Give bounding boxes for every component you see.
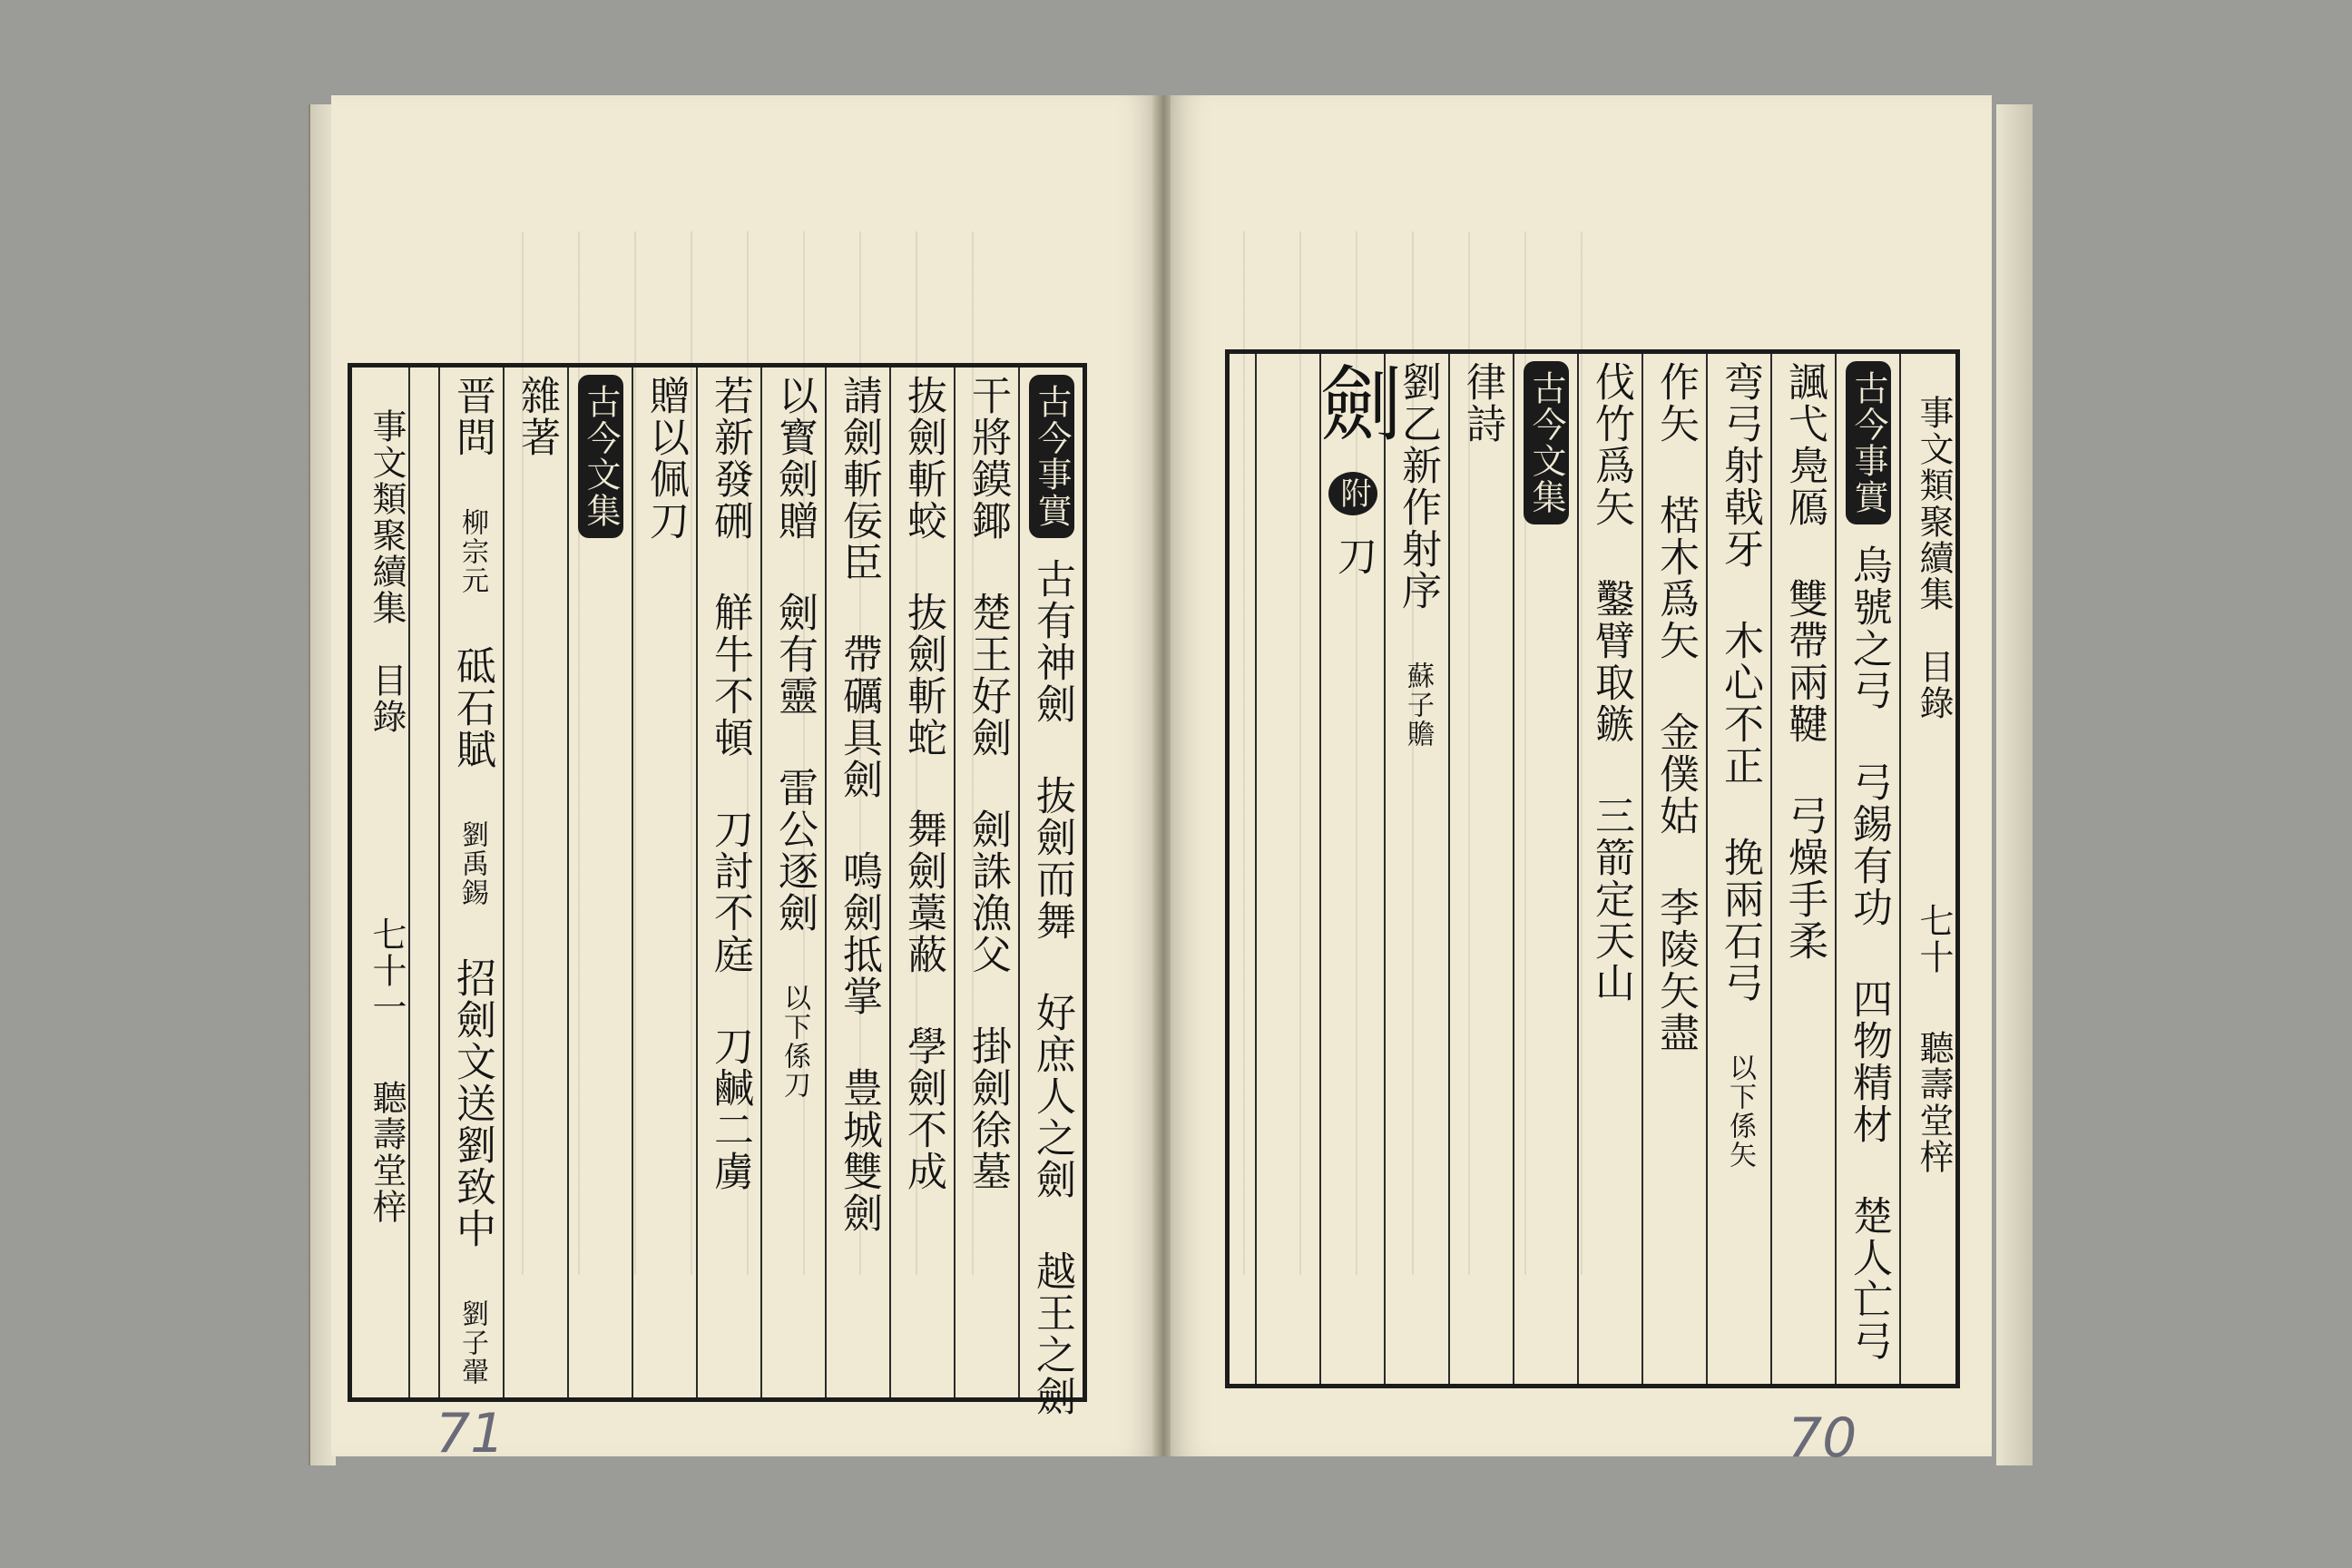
- text-column: [637, 375, 692, 1387]
- page-edge-right: [1996, 104, 2033, 1465]
- column-rule: [1255, 354, 1257, 1384]
- entry-title: 楛木爲矢: [1652, 495, 1699, 662]
- entry-title: 抜劍而舞: [1029, 775, 1075, 942]
- section-badge: 古今事實: [1029, 375, 1074, 538]
- entry-title: 砥石賦: [449, 645, 495, 770]
- column-rule: [567, 368, 569, 1397]
- text-column: [1024, 375, 1079, 1417]
- author-annotation: 劉禹錫: [456, 820, 488, 907]
- entry-title: 烏號之弓: [1846, 544, 1892, 711]
- entry-title: 弓燥手柔: [1781, 795, 1828, 962]
- entry-title: 抜劍斬蛟: [900, 375, 946, 542]
- column-rule: [889, 368, 891, 1397]
- entry-title: 三箭定天山: [1588, 795, 1634, 1004]
- author-annotation: 劉子翬: [456, 1299, 488, 1387]
- column-rule: [1706, 354, 1708, 1384]
- entry-title: 招劍文送劉致中: [449, 957, 495, 1250]
- spine-text: [359, 408, 414, 1384]
- text-column: [1583, 361, 1638, 1373]
- large-heading: 劍: [1306, 361, 1401, 445]
- spine-publisher: 聽壽堂梓: [1914, 1030, 1954, 1175]
- left-text-frame: [348, 363, 1087, 1417]
- entry-title: 劉乙新作射序: [1395, 361, 1441, 612]
- column-rule: [1770, 354, 1772, 1384]
- text-column: [959, 375, 1014, 1387]
- column-rule: [503, 368, 505, 1397]
- column-rule: [696, 368, 698, 1397]
- entry-title: 刀鹹二虜: [707, 1025, 753, 1192]
- text-column: [444, 375, 499, 1387]
- section-badge: 古今事實: [1846, 361, 1891, 524]
- spine-title: 事文類聚續集: [1914, 395, 1954, 612]
- entry-title: 帶礪具劍: [836, 633, 882, 800]
- spine-text: [1906, 395, 1961, 1370]
- spine-page-no: 七十一: [367, 916, 407, 1025]
- entry-title: 木心不正: [1717, 620, 1763, 787]
- text-column: [1389, 361, 1445, 1373]
- spine-column: [1899, 358, 1955, 1375]
- spine-title: 事文類聚續集: [367, 408, 407, 626]
- entry-title: 贈以佩刀: [642, 375, 689, 542]
- entry-title: 弯弓射戟牙: [1717, 361, 1763, 570]
- entry-title: 劍誅漁父: [965, 808, 1011, 975]
- entry-title: 劍有靈: [771, 592, 818, 717]
- entry-title: 舞劍藁蔽: [900, 808, 946, 975]
- column-rule: [1448, 354, 1450, 1384]
- text-column: [1840, 361, 1896, 1373]
- text-column: [1454, 361, 1509, 1373]
- text-column: [1711, 361, 1767, 1373]
- entry-title: 雜著: [514, 375, 560, 458]
- entry-title: 晋問: [449, 375, 495, 458]
- entry-title: 挽兩石弓: [1717, 837, 1763, 1004]
- spine-publisher: 聽壽堂梓: [367, 1080, 407, 1225]
- entry-title: 諷弋鳧鴈: [1781, 361, 1828, 528]
- column-rule: [1513, 354, 1514, 1384]
- right-page: [1171, 95, 1992, 1470]
- appendix-badge: 附: [1328, 472, 1377, 515]
- column-rule: [1384, 354, 1386, 1384]
- spine-section: 目錄: [367, 662, 407, 735]
- book-spread: [309, 86, 2033, 1470]
- entry-title: 鳴劍抵掌: [836, 850, 882, 1017]
- author-annotation: 以下係刀: [779, 984, 810, 1100]
- section-badge: 古今文集: [1524, 361, 1569, 524]
- column-rule: [954, 368, 956, 1397]
- column-rule: [825, 368, 827, 1397]
- entry-title: 鑿臂取鏃: [1588, 578, 1634, 745]
- column-rule: [438, 368, 440, 1397]
- column-rule: [1319, 354, 1321, 1384]
- entry-title: 楚王好劍: [965, 592, 1011, 759]
- entry-title: 請劍斬佞臣: [836, 375, 882, 583]
- entry-title: 弓錫有功: [1846, 761, 1892, 928]
- entry-title: 楚人亡弓: [1846, 1195, 1892, 1362]
- section-badge: 古今文集: [578, 375, 623, 538]
- entry-title: 律詩: [1459, 361, 1505, 445]
- spine-section: 目錄: [1914, 649, 1954, 721]
- text-column: [895, 375, 950, 1387]
- text-column: [701, 375, 757, 1387]
- entry-title: 刀: [1330, 535, 1377, 577]
- entry-title: 伐竹爲矢: [1588, 361, 1634, 528]
- right-text-frame: [1225, 349, 1960, 1388]
- column-rule: [1577, 354, 1579, 1384]
- text-column: [508, 375, 564, 1387]
- column-rule: [632, 368, 633, 1397]
- entry-title: 李陵矢盡: [1652, 887, 1699, 1054]
- pencil-page-number: 71: [436, 1402, 505, 1465]
- column-rule: [760, 368, 762, 1397]
- entry-title: 四物精材: [1846, 978, 1892, 1145]
- entry-title: 觧牛不頓: [707, 592, 753, 759]
- pencil-page-number: 70: [1788, 1406, 1857, 1470]
- author-annotation: 蘇子贍: [1402, 662, 1434, 749]
- column-rule: [1835, 354, 1837, 1384]
- column-rule: [1018, 368, 1020, 1397]
- entry-title: 以寳劍贈: [771, 375, 818, 542]
- entry-title: 抜劍斬蛇: [900, 592, 946, 759]
- text-column: [1306, 361, 1401, 1373]
- author-annotation: 以下係矢: [1724, 1054, 1756, 1170]
- column-rule: [408, 368, 410, 1397]
- entry-title: 古有神劍: [1029, 558, 1075, 725]
- entry-title: 干將鏌鎁: [965, 375, 1011, 542]
- entry-title: 雙帶兩鞬: [1781, 578, 1828, 745]
- column-rule: [1899, 354, 1901, 1384]
- entry-title: 金僕姑: [1652, 711, 1699, 837]
- entry-title: 雷公逐劍: [771, 767, 818, 934]
- entry-title: 豊城雙劍: [836, 1067, 882, 1234]
- entry-title: 作矢: [1652, 361, 1699, 445]
- text-column: [766, 375, 821, 1387]
- text-column: [573, 375, 628, 1387]
- entry-title: 越王之劍: [1029, 1250, 1075, 1417]
- entry-title: 掛劍徐墓: [965, 1025, 1011, 1192]
- text-column: [1518, 361, 1573, 1373]
- entry-title: 學劍不成: [900, 1025, 946, 1192]
- entry-title: 若新發硎: [707, 375, 753, 542]
- author-annotation: 柳宗元: [456, 508, 488, 595]
- column-rule: [1642, 354, 1643, 1384]
- entry-title: 好庶人之劍: [1029, 992, 1075, 1200]
- left-page: [331, 95, 1157, 1465]
- entry-title: 刀討不庭: [707, 808, 753, 975]
- text-column: [1647, 361, 1702, 1373]
- text-column: [1776, 361, 1831, 1373]
- text-column: [830, 375, 886, 1387]
- spine-page-no: 七十: [1914, 903, 1954, 975]
- spine-column: [352, 372, 408, 1388]
